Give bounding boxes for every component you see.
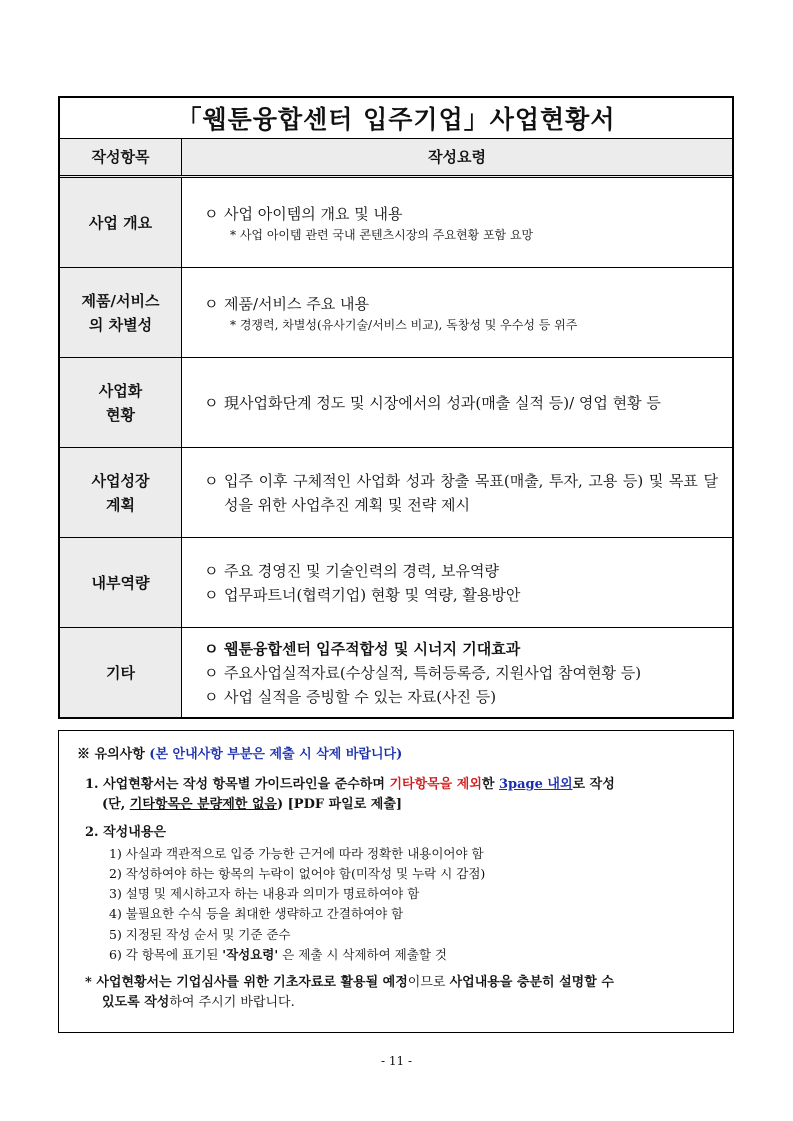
list-item: 2) 작성하여야 하는 항목의 누락이 없어야 함(미작성 및 누락 시 감점) (109, 865, 486, 881)
guide-table (58, 96, 734, 719)
bullet-icon: ㅇ (204, 585, 219, 604)
bullet-icon: ㅇ (204, 663, 219, 682)
list-item: 5) 지정된 작성 순서 및 기준 준수 (109, 926, 291, 942)
item-label: 사업화 현황 (60, 358, 182, 447)
guide-content (182, 268, 732, 357)
header-guide: 작성요령 (428, 148, 486, 166)
bullet-icon: ㅇ (204, 687, 219, 706)
bullet-item: ㅇ 웹툰융합센터 입주적합성 및 시너지 기대효과 (204, 637, 718, 661)
bullet-icon: ㅇ (204, 639, 219, 658)
page-number: - 11 - (380, 1054, 412, 1068)
table-row (60, 268, 732, 358)
list-item: 1) 사실과 객관적으로 입증 가능한 근거에 따라 정확한 내용이어야 함 (109, 845, 484, 861)
item-label: 내부역량 (60, 538, 182, 627)
bullet-item: ㅇ 주요 경영진 및 기술인력의 경력, 보유역량 (204, 559, 718, 583)
header-item: 작성항목 (60, 139, 182, 175)
bullet-icon: ㅇ (204, 393, 219, 412)
note-2-items (77, 844, 715, 966)
bullet-item: ㅇ 사업 아이템의 개요 및 내용 (204, 202, 718, 226)
table-row (60, 538, 732, 628)
bullet-item: ㅇ 제품/서비스 주요 내용 (204, 292, 718, 316)
document-title: 「웹툰융합센터 입주기업」사업현황서 (60, 98, 732, 139)
bullet-icon: ㅇ (204, 204, 219, 223)
list-item: 3) 설명 및 제시하고자 하는 내용과 의미가 명료하여야 함 (109, 886, 420, 902)
list-item: 4) 불필요한 수식 등을 최대한 생략하고 간결하여야 함 (109, 906, 404, 922)
item-label: 사업성장 계획 (60, 448, 182, 537)
notes-box (58, 730, 734, 1033)
note-2: 2. 작성내용은 (85, 825, 166, 841)
bullet-item: ㅇ 주요사업실적자료(수상실적, 특허등록증, 지원사업 참여현황 등) (204, 661, 718, 685)
notes-heading: ※ 유의사항 (본 안내사항 부분은 제출 시 삭제 바랍니다) (77, 747, 403, 762)
closing-note: * 사업현황서는 기업심사를 위한 기초자료로 활용될 예정이므로 사업내용을 충분히 설명할 수 있도록 작성하여 주시기 바랍니다. (85, 975, 614, 1011)
table-body (60, 178, 732, 717)
bullet-item: ㅇ 現사업화단계 정도 및 시장에서의 성과(매출 실적 등)/ 영업 현황 등 (204, 391, 718, 415)
bullet-item: ㅇ 사업 실적을 증빙할 수 있는 자료(사진 등) (204, 685, 718, 709)
table-row (60, 628, 732, 717)
guide-content (182, 178, 732, 267)
sub-note: * 사업 아이템 관련 국내 콘텐츠시장의 주요현황 포함 요망 (230, 227, 534, 242)
table-row (60, 358, 732, 448)
guide-content (182, 538, 732, 627)
guide-content (182, 628, 732, 717)
item-label: 기타 (60, 628, 182, 717)
table-header (60, 139, 732, 178)
list-item: 6) 각 항목에 표기된 '작성요령' 은 제출 시 삭제하여 제출할 것 (109, 946, 447, 962)
bullet-item: ㅇ 업무파트너(협력기업) 현황 및 역량, 활용방안 (204, 583, 718, 607)
bullet-icon: ㅇ (204, 561, 219, 580)
guide-content (182, 448, 732, 537)
table-row (60, 448, 732, 538)
item-label: 사업 개요 (60, 178, 182, 267)
bullet-icon: ㅇ (204, 294, 219, 313)
item-label: 제품/서비스 의 차별성 (60, 268, 182, 357)
bullet-icon: ㅇ (204, 471, 219, 490)
sub-note: * 경쟁력, 차별성(유사기술/서비스 비교), 독창성 및 우수성 등 위주 (230, 317, 578, 332)
guide-content (182, 358, 732, 447)
bullet-item: ㅇ 입주 이후 구체적인 사업화 성과 창출 목표(매출, 투자, 고용 등) 및 목표 달성을 위한 사업추진 계획 및 전략 제시 (204, 469, 718, 517)
note-1: 1. 사업현황서는 작성 항목별 가이드라인을 준수하며 기타항목을 제외한 3page 내외로 작성 (단, 기타항목은 분량제한 없음) [PDF 파일로 제출] (85, 777, 615, 813)
table-row (60, 178, 732, 268)
